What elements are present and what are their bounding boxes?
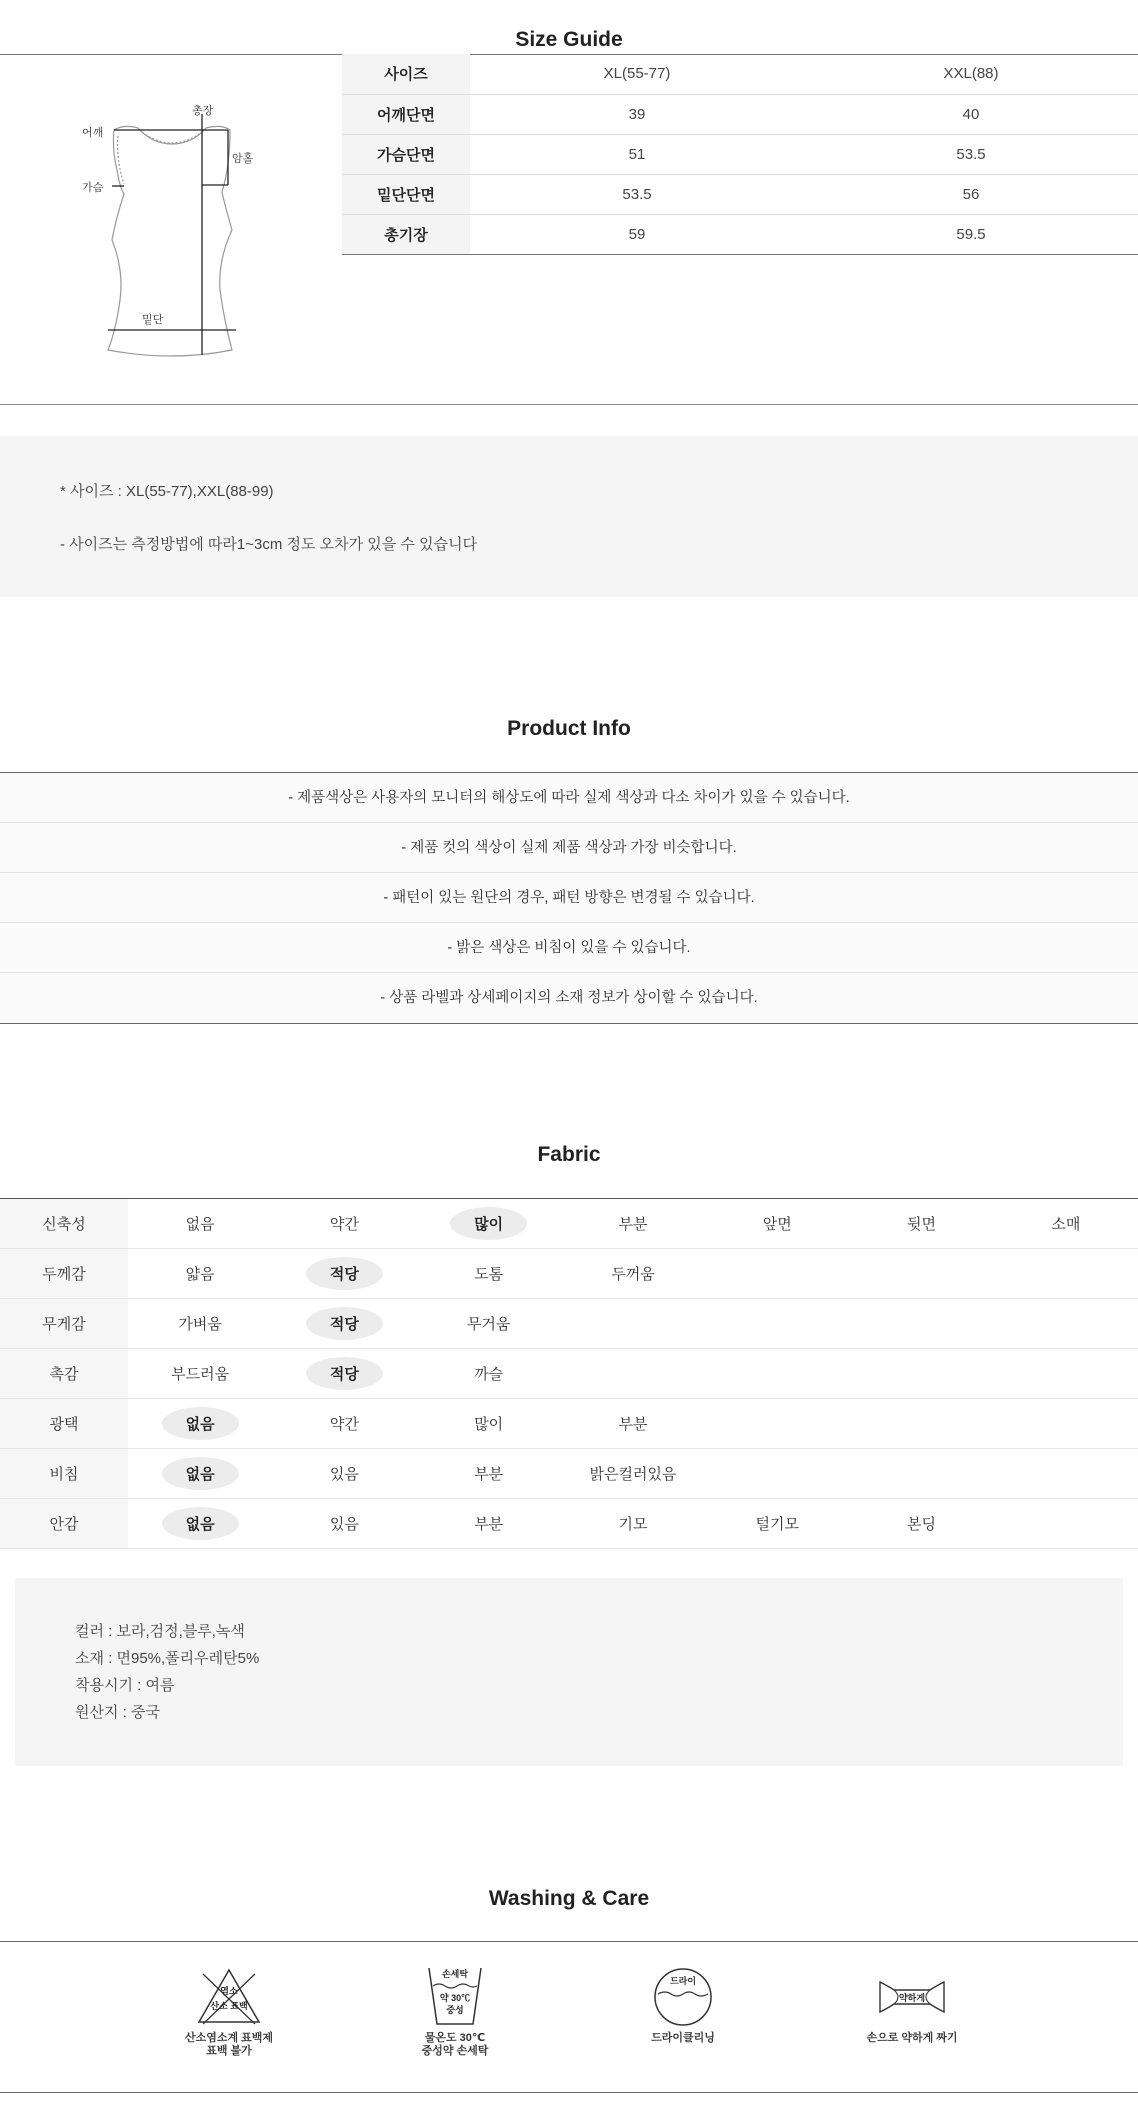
product-info-list	[0, 772, 1138, 1024]
gentle-wring-icon	[872, 1964, 952, 2030]
size-guide-title: Size Guide	[515, 28, 623, 51]
fabric-option-cell	[272, 1449, 416, 1499]
icon-text: 손세탁	[441, 1969, 469, 1979]
fabric-option-selected: 적당	[306, 1307, 383, 1340]
fabric-option-cell	[705, 1299, 849, 1349]
size-column-xxl: XXL(88)	[804, 54, 1138, 94]
icon-text: 염소	[220, 1986, 238, 1996]
fabric-option-cell	[994, 1349, 1138, 1399]
table-cell: 40	[804, 94, 1138, 134]
shoulder-label: 어깨	[82, 127, 104, 139]
fabric-row	[0, 1299, 1138, 1349]
care-label: 손으로 약하게 짜기	[866, 2032, 958, 2044]
table-cell: 39	[470, 94, 804, 134]
fabric-option: 부드러움	[171, 1366, 230, 1383]
icon-text: 드라이	[669, 1976, 697, 1986]
fabric-option-cell	[272, 1349, 416, 1399]
fabric-option: 가벼움	[178, 1316, 222, 1333]
table-cell: 56	[804, 174, 1138, 214]
fabric-attribute: 두께감	[0, 1249, 128, 1299]
size-note: - 사이즈는 측정방법에 따라1~3cm 정도 오차가 있을 수 있습니다	[60, 536, 478, 553]
fabric-option: 약간	[329, 1416, 359, 1433]
table-row	[342, 94, 1138, 134]
list-item: - 제품 컷의 색상이 실제 제품 색상과 가장 비슷합니다.	[0, 823, 1138, 873]
no-bleach-icon	[189, 1964, 269, 2030]
fabric-row	[0, 1199, 1138, 1249]
detail-material: 소재 : 면95%,폴리우레탄5%	[75, 1650, 260, 1667]
fabric-option-cell	[994, 1399, 1138, 1449]
chest-label: 가슴	[82, 182, 104, 194]
table-cell: 53.5	[470, 174, 804, 214]
fabric-option-cell	[417, 1249, 561, 1299]
fabric-option: 있음	[329, 1466, 359, 1483]
detail-origin: 원산지 : 중국	[75, 1704, 160, 1721]
size-column-xl: XL(55-77)	[470, 54, 804, 94]
armhole-label: 암홀	[232, 153, 254, 165]
table-row	[342, 54, 1138, 94]
size-notes	[0, 436, 1138, 597]
fabric-option-selected: 없음	[162, 1507, 239, 1540]
fabric-option-cell	[417, 1499, 561, 1549]
fabric-option-cell	[272, 1299, 416, 1349]
fabric-row	[0, 1449, 1138, 1499]
fabric-option: 부분	[474, 1516, 504, 1533]
garment-measure-diagram	[72, 100, 282, 360]
fabric-option-cell	[849, 1449, 993, 1499]
fabric-option: 부분	[618, 1416, 648, 1433]
fabric-option-cell	[849, 1349, 993, 1399]
fabric-option-cell	[705, 1349, 849, 1399]
fabric-option-cell	[849, 1499, 993, 1549]
fabric-option: 무거움	[466, 1316, 511, 1333]
table-cell: 53.5	[804, 134, 1138, 174]
fabric-option-cell	[417, 1299, 561, 1349]
fabric-option: 밝은컬러있음	[589, 1466, 677, 1483]
product-info-title: Product Info	[507, 717, 631, 740]
fabric-option-cell	[417, 1399, 561, 1449]
fabric-option-cell	[128, 1399, 272, 1449]
table-row	[342, 134, 1138, 174]
table-cell: 59	[470, 214, 804, 254]
fabric-title: Fabric	[537, 1143, 601, 1166]
fabric-option: 부분	[474, 1466, 504, 1483]
size-note: * 사이즈 : XL(55-77),XXL(88-99)	[60, 483, 274, 500]
dry-clean-icon	[643, 1964, 723, 2030]
fabric-option-cell	[561, 1349, 705, 1399]
fabric-option-cell	[561, 1399, 705, 1449]
fabric-row	[0, 1349, 1138, 1399]
fabric-option-cell	[561, 1499, 705, 1549]
detail-season: 착용시기 : 여름	[75, 1677, 175, 1694]
fabric-option-cell	[705, 1399, 849, 1449]
fabric-option-cell	[128, 1249, 272, 1299]
care-label: 드라이클리닝	[651, 2032, 715, 2044]
fabric-option: 있음	[329, 1516, 359, 1533]
icon-text: 산소 표백	[210, 2001, 248, 2011]
fabric-option-cell	[705, 1499, 849, 1549]
fabric-option-cell	[705, 1449, 849, 1499]
fabric-option-cell	[561, 1249, 705, 1299]
fabric-option: 없음	[185, 1216, 215, 1233]
fabric-option-selected: 없음	[162, 1407, 239, 1440]
list-item: - 밝은 색상은 비침이 있을 수 있습니다.	[0, 923, 1138, 973]
list-item: - 패턴이 있는 원단의 경우, 패턴 방향은 변경될 수 있습니다.	[0, 873, 1138, 923]
divider	[0, 404, 1138, 405]
fabric-option-cell	[561, 1449, 705, 1499]
fabric-row	[0, 1499, 1138, 1549]
fabric-option: 많이	[474, 1416, 504, 1433]
care-item	[832, 1964, 992, 2045]
fabric-option-cell	[994, 1299, 1138, 1349]
fabric-option: 도톰	[474, 1266, 504, 1283]
fabric-option: 기모	[618, 1516, 648, 1533]
fabric-attribute: 안감	[0, 1499, 128, 1549]
fabric-option: 본딩	[907, 1516, 937, 1533]
table-cell: 59.5	[804, 214, 1138, 254]
fabric-option: 두꺼움	[611, 1266, 655, 1283]
fabric-option: 뒷면	[907, 1216, 937, 1233]
fabric-option-selected: 없음	[162, 1457, 239, 1490]
fabric-option-cell	[272, 1199, 416, 1249]
care-item	[603, 1964, 763, 2045]
icon-text: 약하게	[898, 1993, 926, 2003]
fabric-table	[0, 1198, 1138, 1549]
detail-color: 컬러 : 보라,검정,블루,녹색	[75, 1623, 245, 1640]
care-item	[375, 1964, 535, 2058]
table-cell: 51	[470, 134, 804, 174]
care-label: 물온도 30℃ 중성약 손세탁	[421, 2032, 489, 2057]
washing-title: Washing & Care	[488, 1887, 650, 1910]
care-item	[149, 1964, 309, 2058]
fabric-option-cell	[994, 1499, 1138, 1549]
total-length-label: 총장	[192, 105, 214, 117]
fabric-option-cell	[849, 1199, 993, 1249]
size-header-label: 사이즈	[342, 54, 470, 94]
fabric-option: 소매	[1051, 1216, 1081, 1233]
fabric-option-cell	[128, 1199, 272, 1249]
fabric-option-cell	[705, 1199, 849, 1249]
fabric-option-cell	[128, 1499, 272, 1549]
fabric-option-cell	[272, 1399, 416, 1449]
fabric-option-cell	[705, 1249, 849, 1299]
fabric-row	[0, 1249, 1138, 1299]
fabric-attribute: 신축성	[0, 1199, 128, 1249]
fabric-option-cell	[849, 1399, 993, 1449]
fabric-option: 부분	[618, 1216, 648, 1233]
list-item: - 상품 라벨과 상세페이지의 소재 정보가 상이할 수 있습니다.	[0, 973, 1138, 1023]
fabric-option-cell	[849, 1249, 993, 1299]
fabric-row	[0, 1399, 1138, 1449]
divider	[0, 1941, 1138, 1942]
icon-text: 약 30℃	[439, 1993, 471, 2003]
divider	[0, 2092, 1138, 2093]
fabric-option-cell	[561, 1199, 705, 1249]
fabric-option: 털기모	[755, 1516, 799, 1533]
fabric-option-selected: 많이	[450, 1207, 527, 1240]
fabric-option-cell	[994, 1249, 1138, 1299]
fabric-option-cell	[417, 1199, 561, 1249]
size-table	[342, 54, 1138, 255]
fabric-details	[15, 1578, 1123, 1766]
row-label: 밑단단면	[342, 174, 470, 214]
fabric-attribute: 비침	[0, 1449, 128, 1499]
fabric-option-cell	[417, 1349, 561, 1399]
fabric-option-cell	[128, 1349, 272, 1399]
list-item: - 제품색상은 사용자의 모니터의 해상도에 따라 실제 색상과 다소 차이가 있을 수 있습니다.	[0, 773, 1138, 823]
fabric-option-cell	[849, 1299, 993, 1349]
hand-wash-icon	[415, 1964, 495, 2030]
fabric-option-cell	[417, 1449, 561, 1499]
fabric-option: 약간	[329, 1216, 359, 1233]
hem-label: 밑단	[142, 314, 164, 326]
fabric-option: 얇음	[185, 1266, 215, 1283]
row-label: 가슴단면	[342, 134, 470, 174]
fabric-option-selected: 적당	[306, 1257, 383, 1290]
fabric-option-cell	[994, 1449, 1138, 1499]
fabric-option-cell	[272, 1249, 416, 1299]
care-label: 산소염소계 표백제 표백 불가	[184, 2032, 274, 2057]
fabric-attribute: 촉감	[0, 1349, 128, 1399]
fabric-attribute: 광택	[0, 1399, 128, 1449]
fabric-option-cell	[272, 1499, 416, 1549]
fabric-option: 까슬	[474, 1366, 504, 1383]
fabric-option-cell	[561, 1299, 705, 1349]
fabric-option: 앞면	[762, 1216, 792, 1233]
row-label: 어깨단면	[342, 94, 470, 134]
row-label: 총기장	[342, 214, 470, 254]
table-row	[342, 174, 1138, 214]
fabric-attribute: 무게감	[0, 1299, 128, 1349]
fabric-option-cell	[128, 1299, 272, 1349]
icon-text: 중성	[446, 2005, 464, 2015]
fabric-option-cell	[994, 1199, 1138, 1249]
fabric-option-selected: 적당	[306, 1357, 383, 1390]
fabric-option-cell	[128, 1449, 272, 1499]
table-row	[342, 214, 1138, 254]
